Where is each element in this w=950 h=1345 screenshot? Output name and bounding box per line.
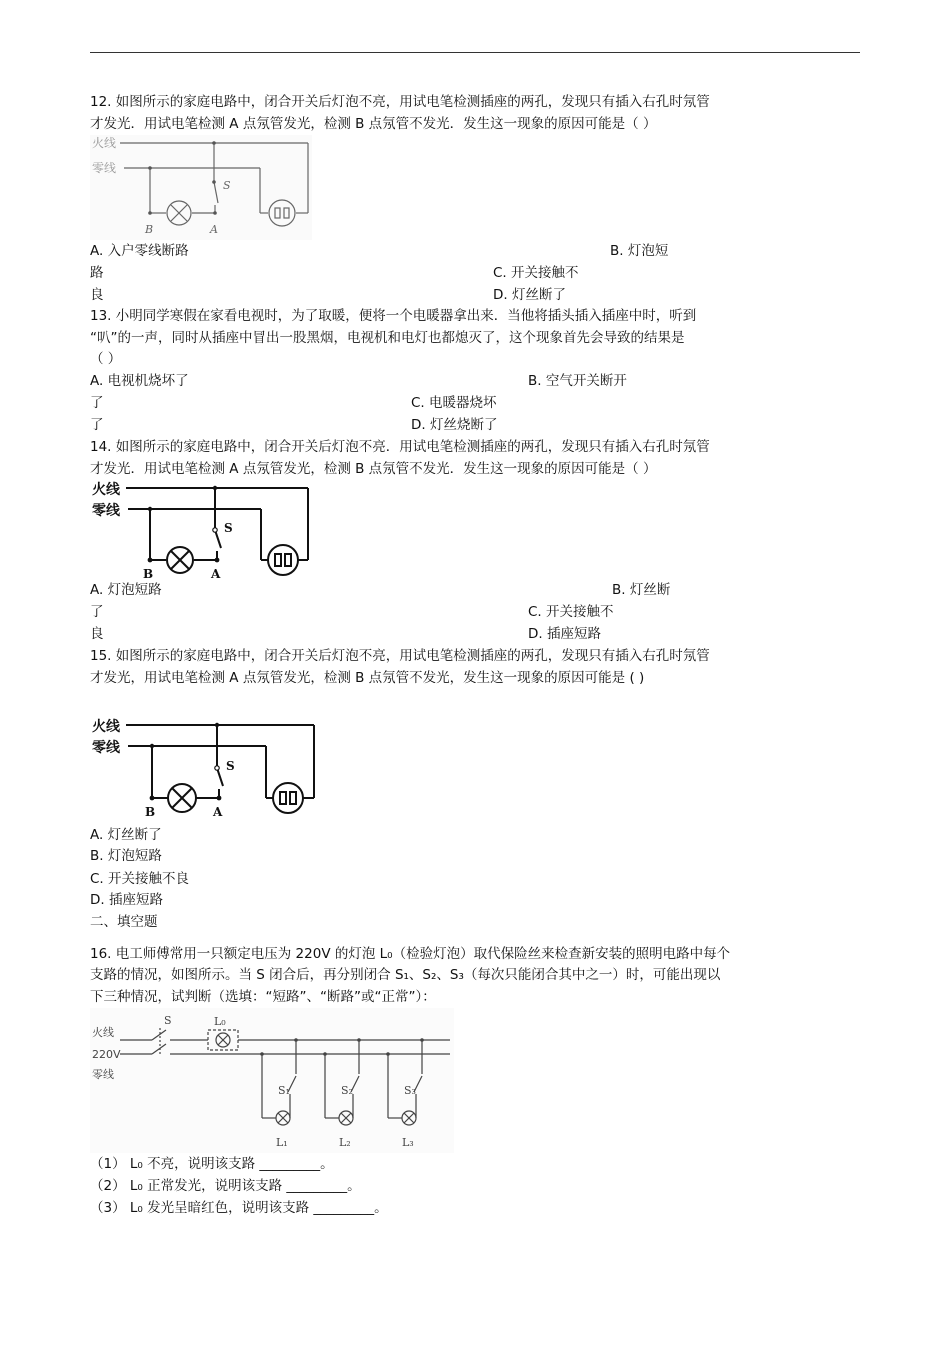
q13-stem-line1: 13. 小明同学寒假在家看电视时，为了取暖，便将一个电暖器拿出来．当他将插头插入插座中时，听到 — [90, 308, 697, 324]
q16-stem-line1: 16. 电工师傅常用一只额定电压为 220V 的灯泡 L₀（检验灯泡）取代保险丝来检查新安装的照明电路中每个 — [90, 946, 731, 962]
q15-neutral-label: 零线 — [92, 740, 120, 756]
q13-option-b: B. 空气开关断开 — [528, 373, 627, 389]
q13-stem-line2: “叭”的一声，同时从插座中冒出一股黑烟，电视机和电灯也都熄灭了，这个现象首先会导致的结果是 — [90, 330, 685, 346]
q16-voltage-label: 220V — [92, 1048, 121, 1061]
q15-option-a: A. 灯丝断了 — [90, 827, 162, 843]
q13-stem-line3: （ ） — [90, 351, 122, 367]
q14-option-a: A. 灯泡短路 — [90, 582, 162, 598]
q14-switch-label: S — [224, 521, 233, 535]
q13-option-b-wrap: 了 — [90, 395, 104, 411]
q15-option-c: C. 开关接触不良 — [90, 871, 190, 887]
q12-neutral-label: 零线 — [92, 161, 117, 175]
q16-stem-line2: 支路的情况，如图所示。当 S 闭合后，再分别闭合 S₁、S₂、S₃（每次只能闭合其中之一）时，可能出现以 — [90, 967, 721, 983]
q14-option-b: B. 灯丝断 — [612, 582, 671, 598]
q16-l0-label: L₀ — [214, 1015, 226, 1028]
header-rule — [90, 52, 860, 53]
q12-option-c-wrap: 良 — [90, 287, 104, 303]
q12-option-a: A. 入户零线断路 — [90, 243, 189, 259]
q16-live-label: 火线 — [92, 1026, 114, 1039]
q12-option-b-wrap: 路 — [90, 265, 104, 281]
q15-point-b-label: B — [145, 805, 156, 819]
q15-live-label: 火线 — [92, 719, 120, 735]
q12-point-a-label: A — [210, 223, 218, 236]
q14-circuit-diagram — [90, 480, 312, 580]
q16-sub-question-3: （3） L₀ 发光呈暗红色，说明该支路 _________。 — [90, 1200, 388, 1216]
q16-neutral-label: 零线 — [92, 1068, 114, 1081]
q12-switch-label: S — [223, 179, 231, 192]
q14-stem-line2: 才发光．用试电笔检测 A 点氖管发光，检测 B 点氖管不发光．发生这一现象的原因可能是（ ） — [90, 461, 657, 477]
q12-stem-line2: 才发光．用试电笔检测 A 点氖管发光，检测 B 点氖管不发光．发生这一现象的原因可能是（ ） — [90, 116, 657, 132]
q15-option-d: D. 插座短路 — [90, 892, 163, 908]
q16-l3-label: L₃ — [402, 1136, 414, 1149]
q16-stem-line3: 下三种情况，试判断（选填：“短路”、“断路”或“正常”）： — [90, 989, 436, 1005]
q12-live-label: 火线 — [92, 136, 117, 150]
q15-stem-line2: 才发光，用试电笔检测 A 点氖管发光，检测 B 点氖管不发光，发生这一现象的原因可能是 ( ) — [90, 670, 645, 686]
q14-option-c: C. 开关接触不 — [528, 604, 614, 620]
q13-option-c: C. 电暖器烧坏 — [411, 395, 497, 411]
q15-circuit-diagram — [90, 712, 318, 822]
q14-point-a-label: A — [211, 567, 221, 580]
q14-option-c-wrap: 良 — [90, 626, 104, 642]
q15-switch-label: S — [226, 759, 235, 773]
q16-l1-label: L₁ — [276, 1136, 288, 1149]
q16-s3-label: S₃ — [404, 1084, 416, 1097]
q16-sub-question-1: （1） L₀ 不亮，说明该支路 _________。 — [90, 1156, 334, 1172]
q12-point-b-label: B — [145, 223, 154, 236]
q14-stem-line1: 14. 如图所示的家庭电路中，闭合开关后灯泡不亮．用试电笔检测插座的两孔，发现只有插入右孔时氖管 — [90, 439, 710, 455]
q12-option-d: D. 灯丝断了 — [493, 287, 566, 303]
q16-main-switch-label: S — [164, 1014, 172, 1027]
q14-option-b-wrap: 了 — [90, 604, 104, 620]
section-heading: 二、填空题 — [90, 914, 158, 930]
q16-sub-question-2: （2） L₀ 正常发光，说明该支路 _________。 — [90, 1178, 361, 1194]
q12-stem-line1: 12. 如图所示的家庭电路中，闭合开关后灯泡不亮，用试电笔检测插座的两孔，发现只有插入右孔时氖管 — [90, 94, 710, 110]
q14-option-d: D. 插座短路 — [528, 626, 601, 642]
q15-stem-line1: 15. 如图所示的家庭电路中，闭合开关后灯泡不亮，用试电笔检测插座的两孔，发现只有插入右孔时氖管 — [90, 648, 710, 664]
q15-option-b: B. 灯泡短路 — [90, 848, 162, 864]
q16-s1-label: S₁ — [278, 1084, 290, 1097]
q12-option-c: C. 开关接触不 — [493, 265, 579, 281]
q13-option-c-wrap: 了 — [90, 417, 104, 433]
q12-circuit-diagram — [90, 135, 312, 240]
q13-option-a: A. 电视机烧坏了 — [90, 373, 189, 389]
q16-circuit-diagram — [90, 1008, 454, 1153]
q12-option-b: B. 灯泡短 — [610, 243, 669, 259]
q14-point-b-label: B — [143, 567, 154, 580]
q16-s2-label: S₂ — [341, 1084, 353, 1097]
q14-neutral-label: 零线 — [92, 503, 120, 519]
q15-point-a-label: A — [213, 805, 223, 819]
q14-live-label: 火线 — [92, 482, 120, 498]
q16-l2-label: L₂ — [339, 1136, 351, 1149]
q13-option-d: D. 灯丝烧断了 — [411, 417, 498, 433]
